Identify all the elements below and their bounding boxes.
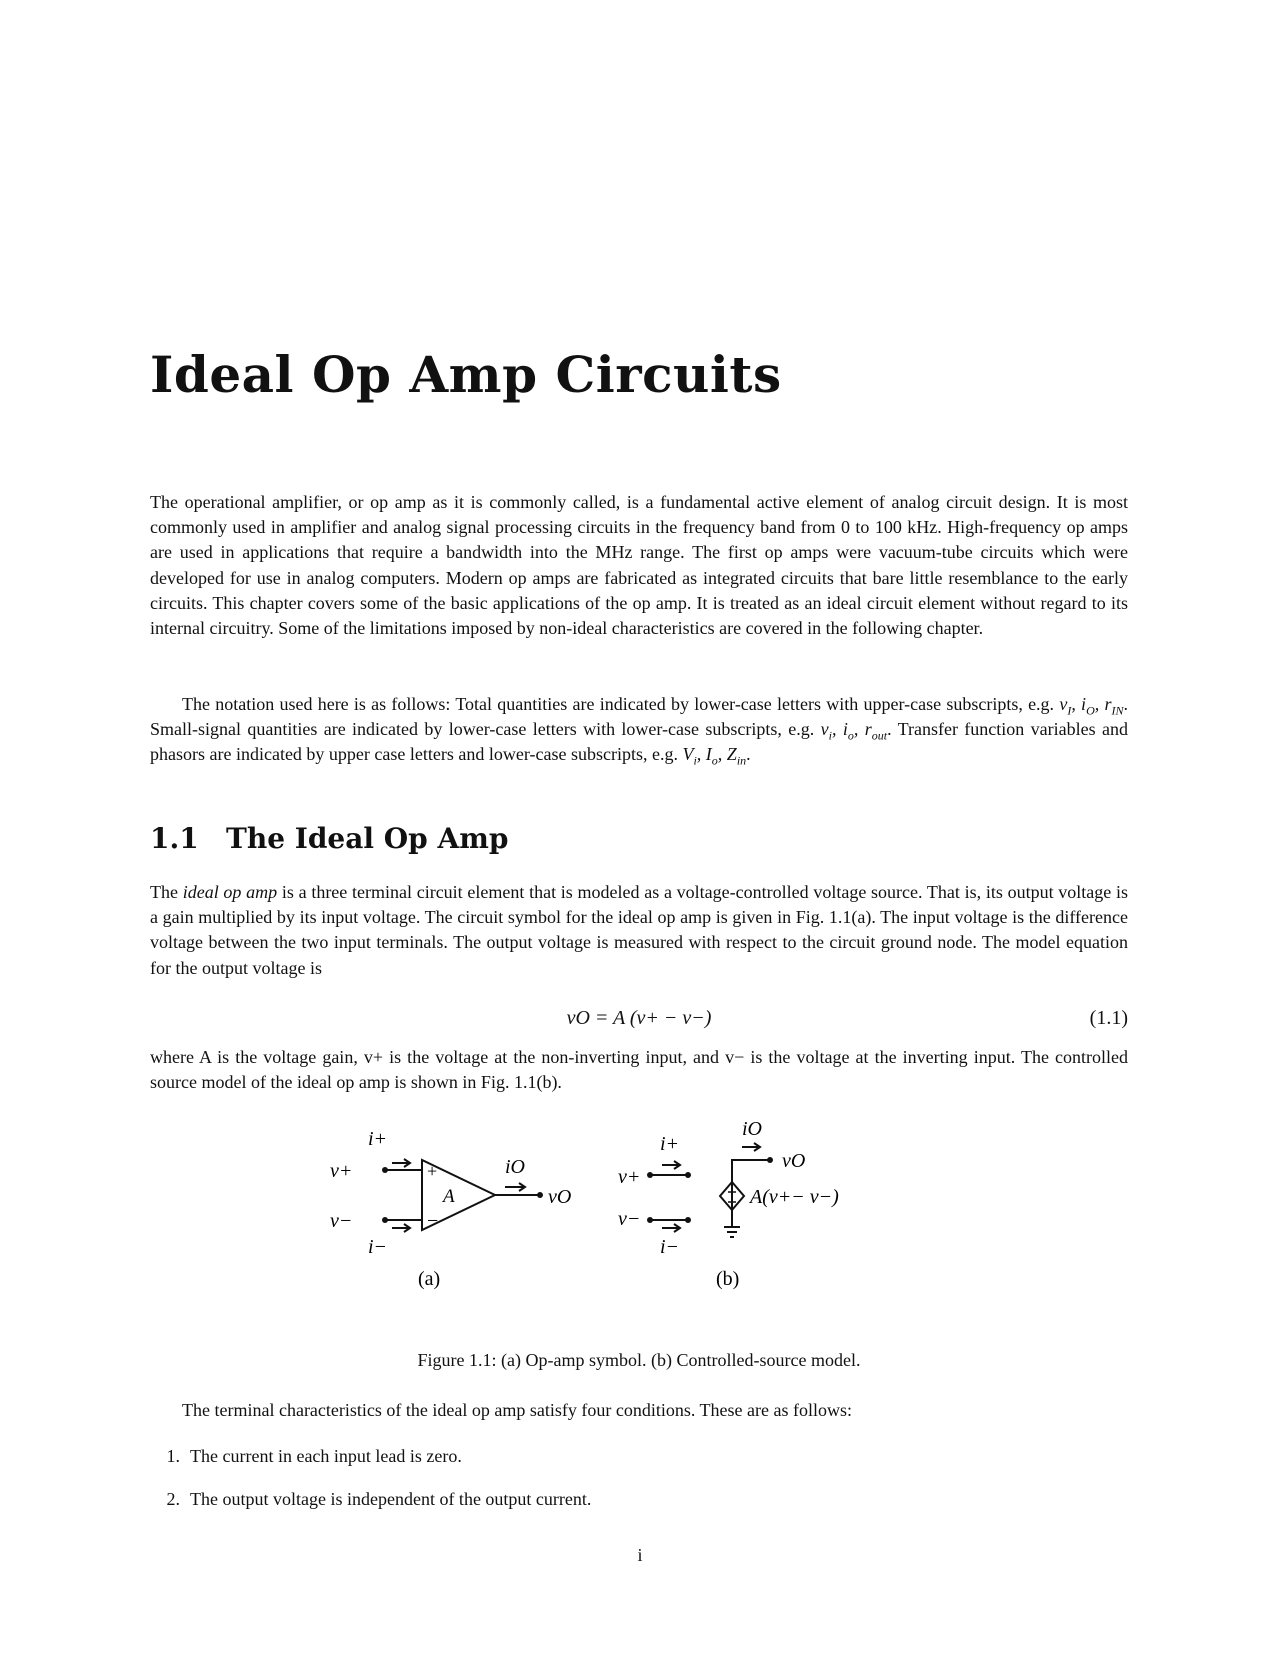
notation-text-a: The notation used here is as follows: Total quantities are indicated by lower-case letters with upper-case subscripts, e.g.: [182, 694, 1060, 714]
output-terminal-icon: [537, 1192, 543, 1198]
i-plus-arrow-icon: [392, 1159, 410, 1167]
opamp-plus-sign: +: [427, 1161, 438, 1181]
tag-b: (b): [716, 1268, 740, 1290]
opamp-gain-label: A: [443, 1186, 455, 1207]
page-number: i: [637, 1545, 643, 1565]
tag-a: (a): [418, 1268, 441, 1290]
label-v-plus-a: v+: [330, 1160, 353, 1182]
noninv-terminal-icon: [382, 1167, 388, 1173]
noninv-open-end-icon: [685, 1172, 691, 1178]
notation-text-c: . Transfer function variables and phasors are indicated by upper case letters and lower-case subscripts, e.g.: [150, 719, 1128, 765]
list-item-text: The output voltage is independent of the output current.: [190, 1489, 592, 1509]
section-paragraph: The ideal op amp is a three terminal circuit element that is modeled as a voltage-controlled voltage source. That is, its output voltage is a gain multiplied by its input voltage. The circuit symbol for the ideal op amp is given in Fig. 1.1(a). The input voltage is the difference voltage between the two input terminals. The output voltage is measured with respect to the circuit ground node. The model equation for the output voltage is: [150, 882, 1129, 978]
i-plus-arrow-b-icon: [662, 1161, 680, 1169]
label-v-plus-b: v+: [618, 1166, 641, 1188]
list-item-number: 2.: [166, 1489, 180, 1509]
inv-open-end-icon: [685, 1217, 691, 1223]
section-number: 1.1: [150, 822, 199, 855]
label-v-out-b: vO: [782, 1150, 806, 1172]
i-minus-arrow-icon: [392, 1224, 410, 1232]
conditions-paragraph: The terminal characteristics of the ideal op amp satisfy four conditions. These are as follows:: [182, 1400, 852, 1420]
section-title: The Ideal Op Amp: [226, 822, 509, 855]
notation-small-signal-examples: $v_i$, $i_o$, $r_{out}$: [820, 719, 888, 743]
list-item-text: The current in each input lead is zero.: [190, 1446, 462, 1466]
equation-body: vO = A (v+ − v−): [566, 1007, 712, 1029]
label-v-minus-a: v−: [330, 1210, 353, 1232]
term-ideal-op-amp: ideal op amp: [182, 882, 278, 902]
chapter-title: Ideal Op Amp Circuits: [150, 345, 782, 404]
section-heading: [150, 822, 508, 855]
figure-caption: Figure 1.1: (a) Op-amp symbol. (b) Controlled-source model.: [417, 1350, 861, 1370]
equation-1-1: [150, 1007, 1128, 1037]
label-v-minus-b: v−: [618, 1208, 641, 1230]
label-v-out-a: vO: [548, 1186, 572, 1208]
equation-number: (1.1): [1089, 1007, 1128, 1029]
label-i-plus-a: i+: [368, 1128, 388, 1150]
label-source-expression: A(v+− v−): [750, 1186, 839, 1208]
label-i-out-b: iO: [742, 1118, 762, 1140]
noninv-terminal-b-icon: [647, 1172, 653, 1178]
i-minus-arrow-b-icon: [662, 1224, 680, 1232]
i-out-arrow-icon: [505, 1183, 525, 1191]
notation-text-d: .: [746, 744, 751, 765]
list-item: [150, 1446, 462, 1467]
inv-terminal-icon: [382, 1217, 388, 1223]
notation-total-examples: $v_I$, $i_O$, $r_{IN}$: [1059, 694, 1124, 718]
i-out-arrow-b-icon: [742, 1143, 760, 1151]
output-terminal-b-icon: [767, 1157, 773, 1163]
inv-terminal-b-icon: [647, 1217, 653, 1223]
notation-text-b: . Small-signal quantities are indicated by lower-case letters with lower-case subscripts, e.g.: [150, 694, 1128, 740]
list-item: [150, 1489, 591, 1510]
label-i-out-a: iO: [505, 1156, 525, 1178]
intro-paragraph: The operational amplifier, or op amp as it is commonly called, is a fundamental active element of analog circuit design. It is most commonly used in amplifier and analog signal processing circuits in the frequency band from 0 to 100 kHz. High-frequency op amps are used in applications that require a bandwidth into the MHz range. The first op amps were vacuum-tube circuits which were developed for use in analog computers. Modern op amps are fabricated as integrated circuits that bare little resemblance to the early circuits. This chapter covers some of the basic applications of the op amp. It is treated as an ideal circuit element without regard to its internal circuitry. Some of the limitations imposed by non-ideal characteristics are covered in the following chapter.: [150, 492, 1128, 639]
label-i-minus-b: i−: [660, 1236, 680, 1258]
figure-diagram: [330, 1115, 950, 1325]
notation-phasor-examples: $V_i$, $I_o$, $Z_{in}$: [682, 744, 747, 768]
gain-paragraph: where A is the voltage gain, v+ is the voltage at the non-inverting input, and v− is the voltage at the inverting input. The controlled source model of the ideal op amp is shown in Fig. 1.1(b).: [150, 1047, 1128, 1093]
label-i-minus-a: i−: [368, 1236, 388, 1258]
label-i-plus-b: i+: [660, 1133, 680, 1155]
list-item-number: 1.: [166, 1446, 180, 1466]
ground-icon: [724, 1227, 740, 1237]
opamp-minus-sign: −: [427, 1210, 439, 1232]
figure-1-1: [330, 1115, 950, 1325]
notation-paragraph: [150, 692, 1128, 768]
